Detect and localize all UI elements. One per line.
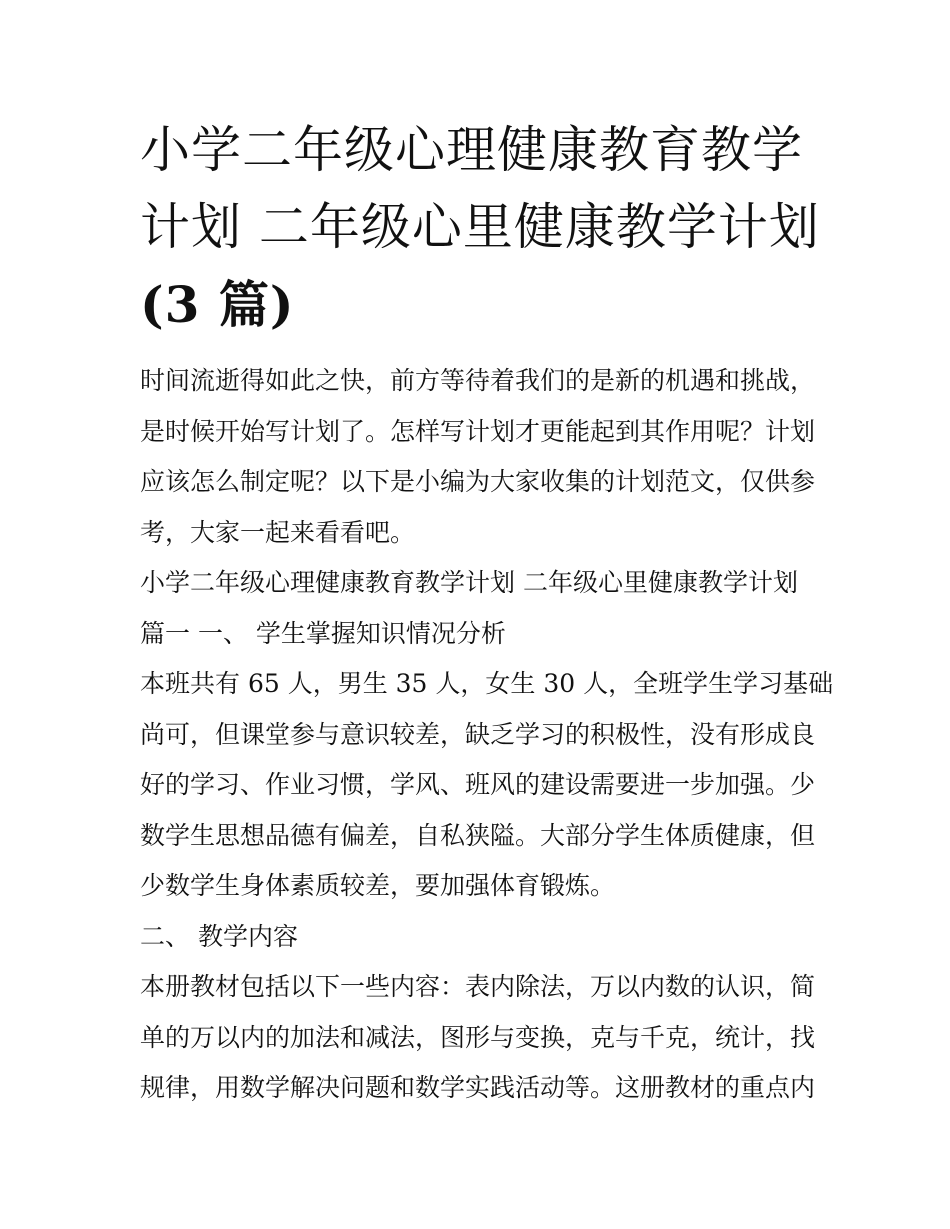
intro-line: 考，大家一起来看看吧。 — [140, 517, 416, 547]
paragraph-line: 尚可，但课堂参与意识较差，缺乏学习的积极性，没有形成良 — [140, 719, 816, 749]
document-body — [140, 356, 834, 1114]
paragraph-line: 好的学习、作业习惯，学风、班风的建设需要进一步加强。少 — [140, 770, 816, 799]
page-title — [140, 112, 820, 343]
subtitle-line: 小学二年级心理健康教育教学计划 二年级心里健康教学计划 — [140, 568, 798, 597]
paragraph-line: 本班共有 65 人，男生 35 人，女生 30 人，全班学生学习基础 — [140, 669, 834, 698]
paragraph-line: 少数学生身体素质较差，要加强体育锻炼。 — [140, 871, 616, 900]
paragraph-line: 数学生思想品德有偏差，自私狭隘。大部分学生体质健康，但 — [140, 820, 816, 850]
title-line: 计划 二年级心里健康教学计划 — [140, 198, 820, 256]
paragraph-line: 单的万以内的加法和减法，图形与变换，克与千克，统计，找 — [140, 1022, 816, 1052]
title-line: 小学二年级心理健康教育教学 — [140, 121, 803, 179]
paragraph-line: 本册教材包括以下一些内容：表内除法，万以内数的认识，简 — [140, 972, 816, 1001]
intro-line: 应该怎么制定呢？以下是小编为大家收集的计划范文，仅供参 — [140, 467, 816, 496]
title-line: (3 篇) — [140, 275, 295, 334]
section-heading: 二、 教学内容 — [140, 921, 298, 951]
intro-line: 时间流逝得如此之快，前方等待着我们的是新的机遇和挑战， — [140, 366, 816, 395]
paragraph-line: 规律，用数学解决问题和数学实践活动等。这册教材的重点内 — [140, 1073, 816, 1102]
section-heading: 篇一 一、 学生掌握知识情况分析 — [140, 618, 506, 648]
intro-line: 是时候开始写计划了。怎样写计划才更能起到其作用呢？计划 — [140, 416, 816, 446]
